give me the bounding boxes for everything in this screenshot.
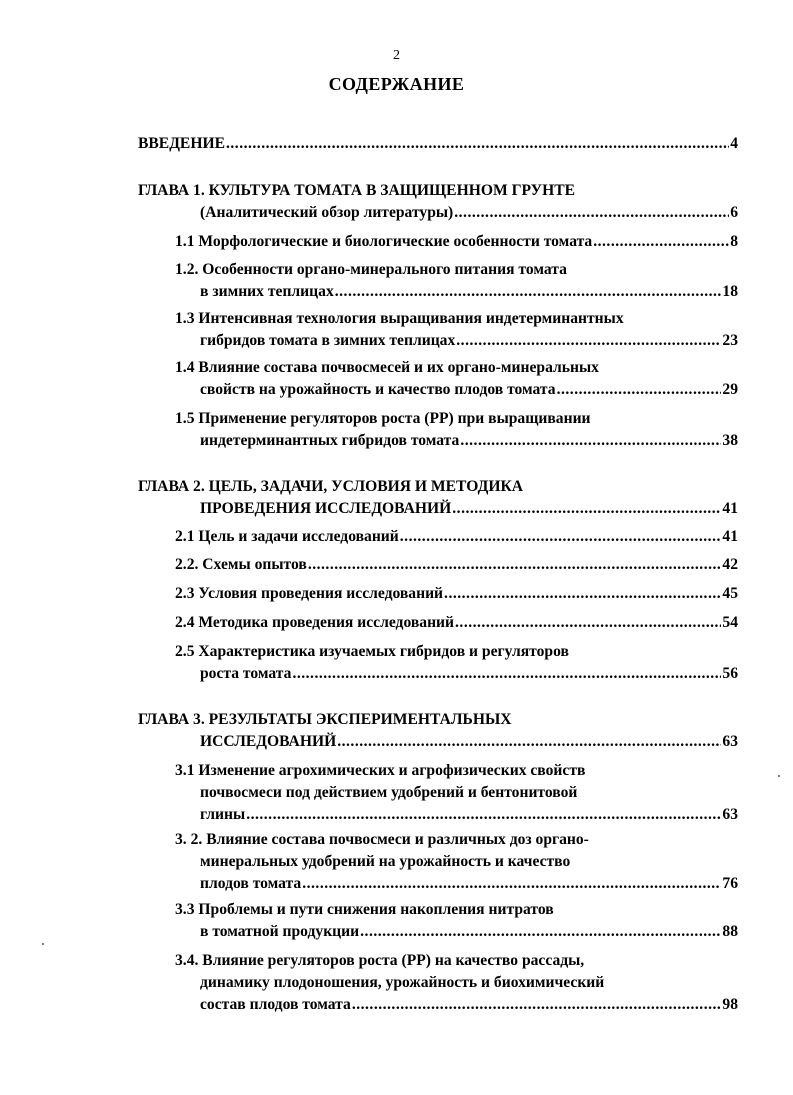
toc-text: свойств на урожайность и качество плодов томата [200,381,556,398]
dot-leader [292,663,721,685]
toc-entry-2-4 [175,612,738,634]
toc-page: 54 [722,614,738,631]
toc-entry-3-4 [175,950,738,1016]
toc-text: ПРОВЕДЕНИЯ ИССЛЕДОВАНИЙ [200,500,452,517]
toc-line [175,873,738,895]
toc-line [138,498,738,520]
dot-leader [226,133,729,155]
toc-text: ГЛАВА 2. ЦЕЛЬ, ЗАДАЧИ, УСЛОВИЯ И МЕТОДИКА [138,478,524,495]
toc-text: динамику плодоношения, урожайность и биохимический [200,974,605,991]
toc-text: 1.4 Влияние состава почвосмесей и их органо-минеральных [175,359,599,376]
toc-line [138,202,738,224]
toc-page: 98 [722,996,738,1013]
dot-leader [337,731,721,753]
toc-page: 63 [722,806,738,823]
dot-leader [454,202,729,224]
toc-text: ГЛАВА 3. РЕЗУЛЬТАТЫ ЭКСПЕРИМЕНТАЛЬНЫХ [138,711,512,728]
toc-text: 3. 2. Влияние состава почвосмеси и различных доз органо- [175,831,589,848]
toc-text: состав плодов томата [200,996,351,1013]
toc-entry-3-2 [175,829,738,895]
toc-text: роста томата [200,665,292,682]
toc-entry-2-3 [175,583,738,605]
toc-page: 88 [722,923,738,940]
toc-page: 63 [722,733,738,750]
dot-leader [452,498,721,520]
dot-leader [444,583,721,605]
toc-line [175,804,738,826]
toc-text: 2.3 Условия проведения исследований [175,585,444,602]
toc-text: глины [200,806,246,823]
toc-text: 1.3 Интенсивная технология выращивания индетерминантных [175,310,624,327]
toc-page: 76 [722,875,738,892]
toc-page: 38 [722,432,738,449]
toc-entry-chapter-2 [138,476,738,520]
dot-leader [593,231,729,253]
toc-page: 45 [722,585,738,602]
dot-leader [302,873,721,895]
toc-text: 3.3 Проблемы и пути снижения накопления нитратов [175,901,554,918]
toc-entry-chapter-3 [138,709,738,753]
toc-page: 4 [730,135,738,152]
dot-leader [360,921,721,943]
toc-line [175,231,738,253]
dot-leader [335,281,722,303]
toc-page: 23 [722,332,738,349]
dot-leader [557,379,722,401]
toc-text: минеральных удобрений на урожайность и качество [200,853,571,870]
toc-line [175,583,738,605]
toc-entry-1-2 [175,259,738,303]
toc-text: ГЛАВА 1. КУЛЬТУРА ТОМАТА В ЗАЩИЩЕННОМ ГРУНТЕ [138,182,576,199]
dot-leader [308,554,722,576]
toc-line [175,663,738,685]
toc-line [175,554,738,576]
toc-text: 2.4 Методика проведения исследований [175,614,455,631]
toc-text: почвосмеси под действием удобрений и бентонитовой [200,784,578,801]
toc-entry-1-5 [175,408,738,452]
toc-entry-3-3 [175,899,738,943]
dot-leader [352,994,722,1016]
toc-line [175,994,738,1016]
toc-entry-1-1 [175,231,738,253]
toc-line [175,379,738,401]
toc-page: 6 [730,204,738,221]
toc-entry-chapter-1 [138,180,738,224]
toc-text: индетерминантных гибридов томата [200,432,460,449]
dot-leader [460,430,721,452]
toc-text: 3.4. Влияние регуляторов роста (РР) на качество рассады, [175,952,585,969]
toc-page: 41 [722,528,738,545]
page-title: СОДЕРЖАНИЕ [328,74,465,94]
page-number: 2 [393,48,400,63]
toc-page: 8 [730,233,738,250]
toc-line [175,921,738,943]
toc-line [175,430,738,452]
toc-text: 2.5 Характеристика изучаемых гибридов и регуляторов [175,643,569,660]
toc-page: 29 [722,381,738,398]
toc-text: 2.2. Схемы опытов [175,556,307,573]
toc-text: 3.1 Изменение агрохимических и агрофизических свойств [175,762,586,779]
toc-page: 42 [722,556,738,573]
toc-line [138,731,738,753]
dot-leader [400,526,722,548]
toc-text: ИССЛЕДОВАНИЙ [200,733,337,750]
scan-speck [42,943,44,945]
toc-text: в зимних теплицах [200,283,334,300]
toc-entry-2-2 [175,554,738,576]
toc-entry-2-5 [175,641,738,685]
dot-leader [456,330,721,352]
toc-text: 1.2. Особенности органо-минерального питания томата [175,261,567,278]
toc-text: в томатной продукции [200,923,360,940]
toc-page: 56 [722,665,738,682]
toc-entry-1-4 [175,357,738,401]
toc-text: 2.1 Цель и задачи исследований [175,528,399,545]
toc-entry-2-1 [175,526,738,548]
dot-leader [455,612,721,634]
toc-text: гибридов томата в зимних теплицах [200,332,456,349]
toc-line [138,133,738,155]
toc-page: 41 [722,500,738,517]
toc-line [175,526,738,548]
toc-line [175,612,738,634]
toc-line [175,281,738,303]
dot-leader [246,804,721,826]
toc-page: 18 [722,283,738,300]
toc-entry-1-3 [175,308,738,352]
scan-speck [778,775,780,777]
toc-line [175,330,738,352]
toc-text: 1.5 Применение регуляторов роста (РР) при выращивании [175,410,591,427]
toc-text: (Аналитический обзор литературы) [200,204,454,221]
toc-entry-introduction [138,133,738,155]
toc-text: ВВЕДЕНИЕ [138,135,225,152]
toc-entry-3-1 [175,760,738,826]
toc-text: 1.1 Морфологические и биологические особенности томата [175,233,593,250]
toc-text: плодов томата [200,875,302,892]
